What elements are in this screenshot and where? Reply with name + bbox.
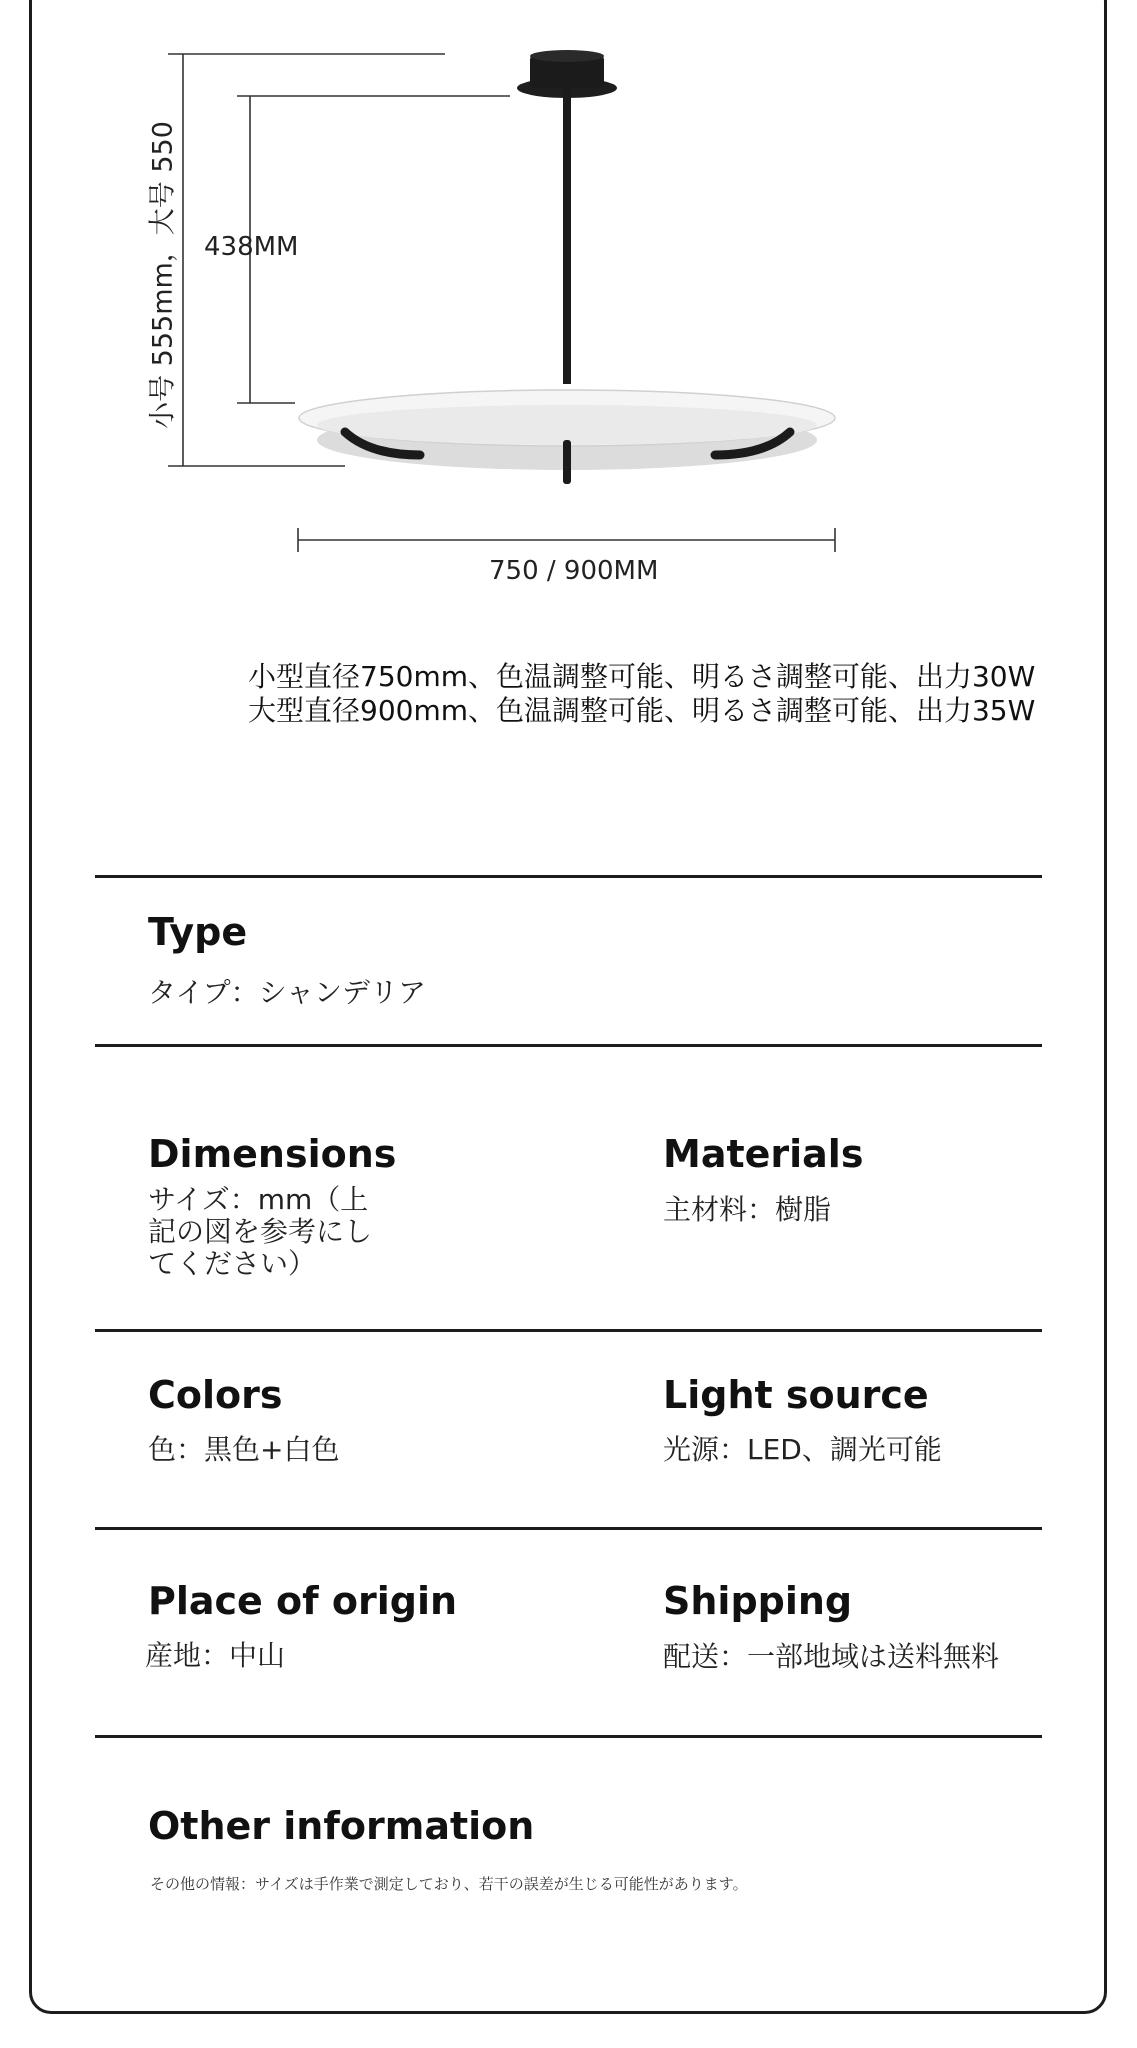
dimensions-value-line-2: 記の図を参考にし [148, 1215, 373, 1248]
divider [95, 1527, 1042, 1530]
divider [95, 1735, 1042, 1738]
height-dimension-label: 小号 555mm，大号 550 [147, 121, 179, 429]
dimensions-value [148, 1184, 408, 1280]
spec-line-1: 小型直径750mm、色温調整可能、明るさ調整可能、出力30W [248, 660, 1036, 693]
dimensions-value-line-3: てください） [148, 1247, 317, 1280]
width-dimension-label: 750 / 900MM [489, 556, 659, 586]
shipping-heading: Shipping [663, 1579, 853, 1623]
other-info-value: その他の情報：サイズは手作業で測定しており、若干の誤差が生じる可能性があります。 [150, 1875, 748, 1893]
colors-value: 色：黒色+白色 [148, 1433, 340, 1466]
origin-heading: Place of origin [148, 1579, 458, 1623]
light-source-heading: Light source [663, 1373, 929, 1417]
dimension-lines [168, 54, 835, 552]
divider [95, 875, 1042, 878]
divider [95, 1044, 1042, 1047]
other-info-heading: Other information [148, 1804, 535, 1848]
dimensions-value-line-1: サイズ：mm（上 [148, 1183, 369, 1216]
spec-summary [248, 660, 1035, 728]
materials-heading: Materials [663, 1132, 864, 1176]
lamp-shade [299, 389, 835, 484]
dimensions-heading: Dimensions [148, 1132, 397, 1176]
materials-value: 主材料：樹脂 [663, 1193, 832, 1226]
rod-length-label: 438MM [204, 232, 299, 262]
origin-value: 産地：中山 [145, 1639, 286, 1672]
type-value: タイプ：シャンデリア [148, 976, 427, 1009]
type-heading: Type [148, 910, 248, 954]
colors-heading: Colors [148, 1373, 283, 1417]
shipping-value: 配送：一部地域は送料無料 [663, 1640, 1000, 1673]
lamp-rod [563, 84, 571, 384]
light-source-value: 光源：LED、調光可能 [663, 1433, 942, 1466]
spec-line-2: 大型直径900mm、色温調整可能、明るさ調整可能、出力35W [248, 694, 1036, 727]
divider [95, 1329, 1042, 1332]
